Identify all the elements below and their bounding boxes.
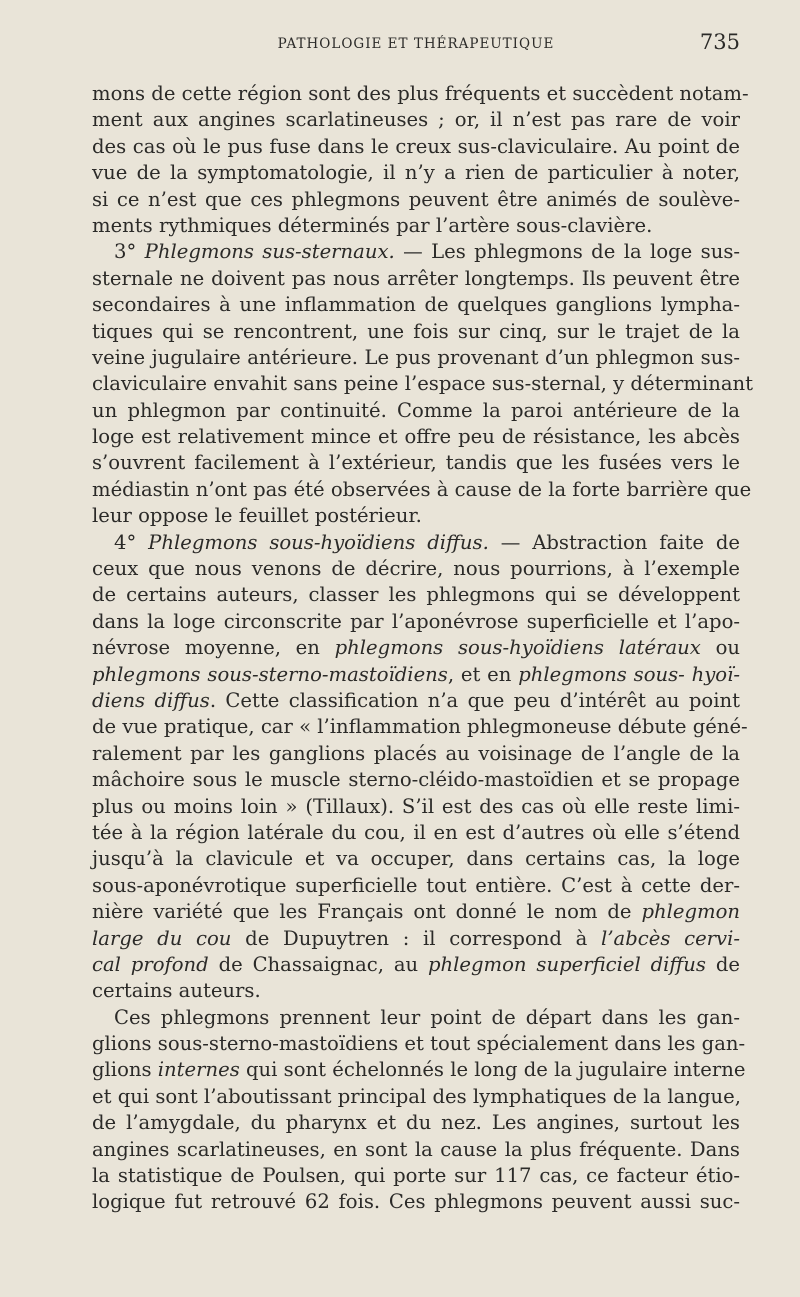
text-line — [92, 1031, 746, 1057]
text-line — [92, 582, 740, 608]
text-line — [92, 107, 740, 133]
italic-text: cal profond — [92, 952, 209, 976]
text-run: veine jugulaire antérieure. Le pus provenant d’un phlegmon sus- — [92, 345, 740, 369]
text-line — [92, 266, 740, 292]
text-line — [92, 899, 740, 925]
text-run: leur oppose le feuillet postérieur. — [92, 504, 422, 528]
text-run: ceux que nous venons de décrire, nous pourrions, à l’exemple — [92, 557, 740, 581]
text-line — [92, 530, 740, 556]
text-run: . Cette classification n’a que peu d’intérêt au point — [209, 688, 740, 712]
text-line — [92, 319, 740, 345]
text-run: 4° — [114, 530, 149, 554]
text-run: dans la loge circonscrite par l’aponévrose superficielle et l’apo- — [92, 609, 740, 633]
text-run: certains auteurs. — [92, 979, 261, 1003]
italic-text: phlegmons sous-sterno-mastoïdiens — [92, 662, 448, 686]
text-run: — Abstraction faite de — [488, 530, 741, 554]
text-run: glions — [92, 1058, 158, 1082]
text-run: de Chassaignac, au — [208, 952, 428, 976]
text-line — [92, 1137, 740, 1163]
text-line — [92, 81, 749, 107]
text-run: et qui sont l’aboutissant principal des lymphatiques de la langue, — [92, 1084, 741, 1108]
text-run: 3° — [114, 240, 145, 264]
text-line — [92, 1057, 746, 1083]
text-line — [92, 187, 740, 213]
text-run: tiques qui se rencontrent, une fois sur cinq, sur le trajet de la — [92, 319, 740, 343]
text-run: médiastin n’ont pas été observées à cause de la forte barrière que — [92, 477, 752, 501]
page-number: 735 — [699, 30, 740, 54]
text-line — [92, 1084, 740, 1110]
text-run: ments rythmiques déterminés par l’artère sous-clavière. — [92, 213, 653, 237]
text-run: mâchoire sous le muscle sterno-cléido-mastoïdien et se propage — [92, 768, 740, 792]
text-run: névrose moyenne, en — [92, 636, 335, 660]
text-line — [92, 160, 740, 186]
italic-text: phlegmon superficiel diffus — [427, 952, 706, 976]
text-line — [92, 741, 740, 767]
text-line — [92, 239, 740, 265]
text-line — [92, 846, 740, 872]
text-run: de vue pratique, car « l’inflammation phlegmoneuse débute géné- — [92, 715, 748, 739]
text-line — [92, 1189, 740, 1215]
text-run: loge est relativement mince et offre peu de résistance, les abcès — [92, 425, 740, 449]
text-run: , et en — [447, 662, 519, 686]
text-line — [92, 398, 740, 424]
text-run: Ces phlegmons prennent leur point de départ dans les gan- — [114, 1005, 740, 1029]
text-line — [92, 820, 740, 846]
text-line — [92, 134, 740, 160]
text-line — [92, 213, 740, 239]
text-run: mons de cette région sont des plus fréquents et succèdent notam- — [92, 82, 749, 105]
text-run: tée à la région latérale du cou, il en est d’autres où elle s’étend — [92, 820, 740, 844]
text-line — [92, 978, 740, 1004]
text-run: claviculaire envahit sans peine l’espace sus-sternal, y déterminant — [92, 372, 754, 396]
italic-text: diens diffus — [92, 688, 210, 712]
text-line — [92, 873, 740, 899]
running-title: PATHOLOGIE ET THÉRAPEUTIQUE — [277, 36, 555, 52]
italic-text: Phlegmons sus-sternaux. — [144, 240, 395, 264]
text-run: ralement par les ganglions placés au voisinage de l’angle de la — [92, 741, 740, 765]
text-line — [92, 609, 740, 635]
text-line — [92, 503, 740, 529]
italic-text: internes — [157, 1058, 240, 1082]
text-line — [92, 688, 740, 714]
text-run: vue de la symptomatologie, il n’y a rien de particulier à noter, — [92, 161, 740, 185]
italic-text: large du cou — [92, 926, 232, 950]
text-line — [92, 635, 740, 661]
text-run: de — [705, 952, 740, 976]
text-run: glions sous-sterno-mastoïdiens et tout spécialement dans les gan- — [92, 1032, 746, 1056]
text-line — [92, 926, 740, 952]
text-line — [92, 1005, 740, 1031]
text-line — [92, 477, 752, 503]
text-line — [92, 424, 740, 450]
text-run: s’ouvrent facilement à l’extérieur, tandis que les fusées vers le — [92, 451, 740, 475]
text-line — [92, 1110, 740, 1136]
italic-text: phlegmon — [641, 900, 740, 924]
text-run: sternale ne doivent pas nous arrêter longtemps. Ils peuvent être — [92, 266, 740, 290]
italic-text: phlegmons sous- hyoï- — [518, 662, 740, 686]
italic-text: l’abcès cervi- — [601, 926, 740, 950]
text-run: si ce n’est que ces phlegmons peuvent être animés de soulève- — [92, 187, 740, 211]
text-run: de l’amygdale, du pharynx et du nez. Les angines, surtout les — [92, 1111, 740, 1135]
text-run: ou — [700, 636, 740, 660]
text-run: la statistique de Poulsen, qui porte sur 117 cas, ce facteur étio- — [92, 1164, 740, 1188]
text-run: qui sont échelonnés le long de la jugulaire interne — [239, 1058, 746, 1082]
italic-text: Phlegmons sous-hyoïdiens diffus. — [148, 530, 489, 554]
text-line — [92, 952, 740, 978]
text-line — [92, 371, 754, 397]
text-line — [92, 292, 740, 318]
text-run: de certains auteurs, classer les phlegmons qui se développent — [92, 583, 740, 607]
text-run: nière variété que les Français ont donné le nom de — [92, 900, 642, 924]
text-line — [92, 1163, 740, 1189]
text-run: angines scarlatineuses, en sont la cause la plus fréquente. Dans — [92, 1137, 740, 1161]
text-run: plus ou moins loin » (Tillaux). S’il est des cas où elle reste limi- — [92, 794, 740, 818]
italic-text: phlegmons sous-hyoïdiens latéraux — [334, 636, 701, 660]
text-line — [92, 662, 740, 688]
text-line — [92, 450, 740, 476]
text-run: ment aux angines scarlatineuses ; or, il n’est pas rare de voir — [92, 108, 740, 132]
text-run: jusqu’à la clavicule et va occuper, dans certains cas, la loge — [92, 847, 740, 871]
text-run: de Dupuytren : il correspond à — [231, 926, 602, 950]
text-run: logique fut retrouvé 62 fois. Ces phlegmons peuvent aussi suc- — [92, 1190, 740, 1214]
text-run: — Les phlegmons de la loge sus- — [394, 240, 740, 264]
body-text — [92, 81, 754, 1216]
text-line — [92, 556, 740, 582]
page-header — [92, 30, 740, 60]
text-line — [92, 714, 748, 740]
text-line — [92, 345, 740, 371]
text-run: un phlegmon par continuité. Comme la paroi antérieure de la — [92, 398, 740, 422]
text-line — [92, 767, 740, 793]
text-line — [92, 794, 740, 820]
text-run: des cas où le pus fuse dans le creux sus-claviculaire. Au point de — [92, 134, 740, 158]
text-run: secondaires à une inflammation de quelques ganglions lympha- — [92, 293, 740, 317]
text-run: sous-aponévrotique superficielle tout entière. C’est à cette der- — [92, 873, 740, 897]
